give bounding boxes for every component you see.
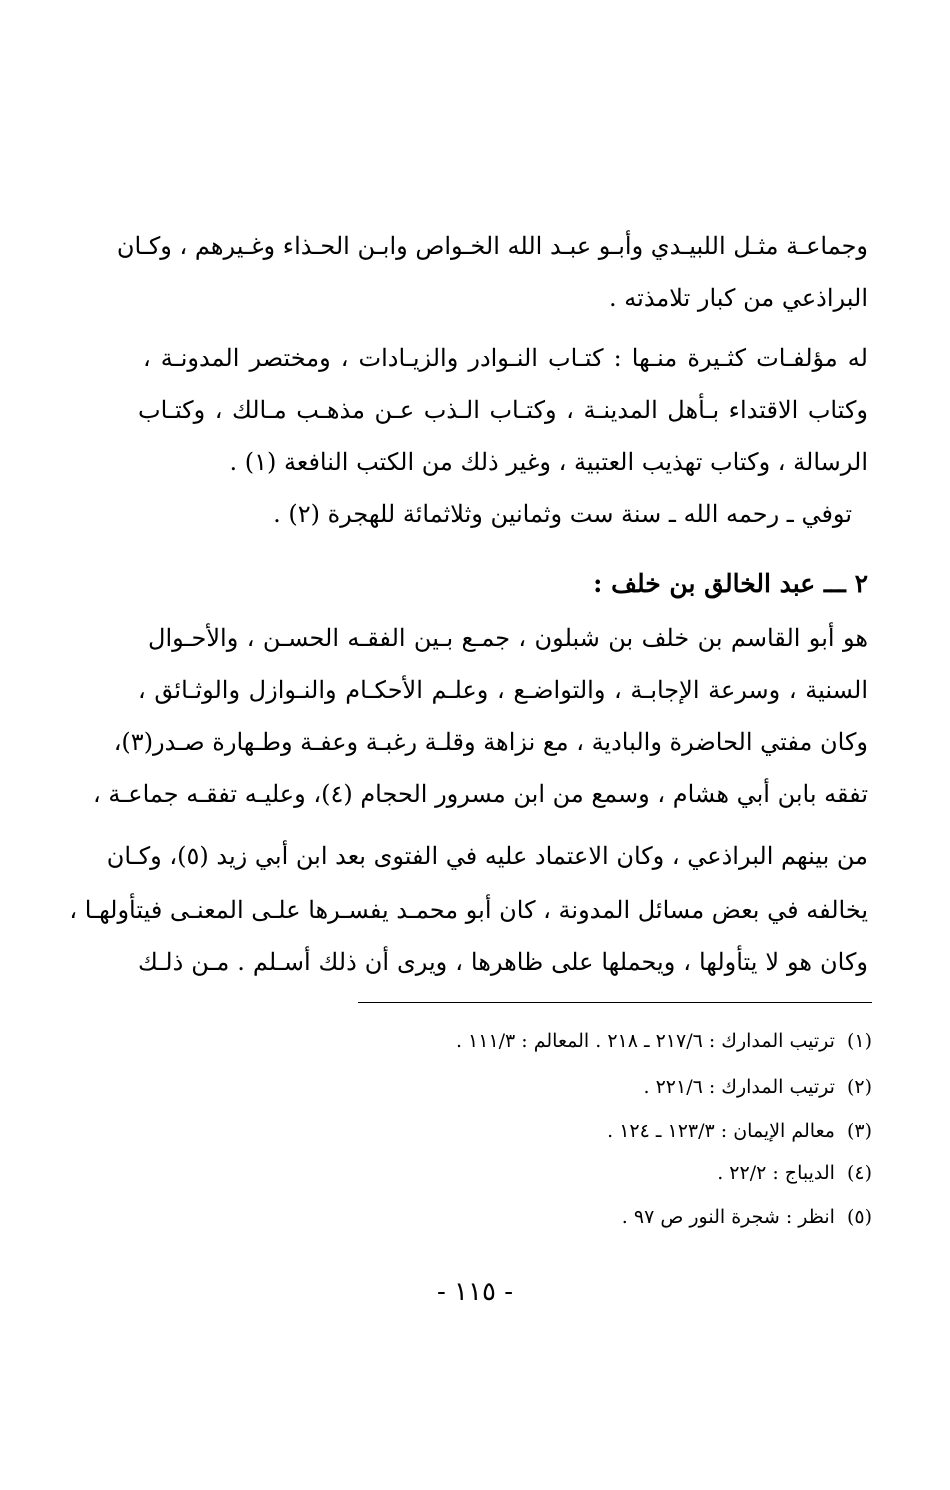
footnote-number: (٢) [846,1076,872,1098]
footnote-number: (٣) [846,1120,872,1142]
footnote-separator [358,1002,872,1003]
footnote [644,1072,873,1102]
body-line: هو أبو القاسم بن خلف بن شبلون ، جمـع بـين الفقـه الحسـن ، والأحـوال [148,624,868,652]
section-heading: ٢ ـــ عبد الخالق بن خلف : [593,569,868,598]
footnote-text: الديباج : ٢٢/٢ . [717,1162,835,1184]
footnote-text: انظر : شجرة النور ص ٩٧ . [621,1206,835,1228]
footnote-number: (٤) [846,1162,872,1184]
body-line: من بينهم البراذعي ، وكان الاعتماد عليه في الفتوى بعد ابن أبي زيد (٥)، وكـان [106,842,868,870]
body-line: يخالفه في بعض مسائل المدونة ، كان أبو محمـد يفسـرها علـى المعنـى فيتأولهـا ، [69,896,868,924]
footnote-text: ترتيب المدارك : ٢٢١/٦ . [643,1076,835,1098]
footnote [456,1026,872,1056]
footnote [607,1116,872,1146]
body-line: وكان مفتي الحاضرة والبادية ، مع نزاهة وقلـة رغبـة وعفـة وطـهارة صـدر(٣)، [113,728,868,756]
body-line: وكتاب الاقتداء بـأهل المدينـة ، وكتـاب الـذب عـن مذهـب مـالك ، وكتـاب [138,396,869,424]
body-line: وجماعـة مثـل اللبيـدي وأبـو عبـد الله الخـواص وابـن الحـذاء وغـيرهم ، وكـان [116,232,868,260]
footnote-number: (١) [846,1030,872,1052]
footnote [717,1158,872,1188]
body-line: تفقه بابن أبي هشام ، وسمع من ابن مسرور الحجام (٤)، وعليـه تفقـه جماعـة ، [92,780,868,808]
body-line: له مؤلفـات كثـيرة منـها : كتـاب النـوادر والزيـادات ، ومختصر المدونـة ، [143,344,868,372]
body-line: البراذعي من كبار تلامذته . [609,284,868,312]
body-line: السنية ، وسرعة الإجابـة ، والتواضـع ، وعلـم الأحكـام والنـوازل والوثـائق ، [138,676,868,704]
footnote-text: ترتيب المدارك : ٢١٧/٦ ـ ٢١٨ . المعالم : ١١١/٣ . [455,1030,835,1052]
body-line: وكان هو لا يتأولها ، ويحملها على ظاهرها ، ويرى أن ذلك أسـلم . مـن ذلـك [138,948,868,976]
page-number: - ١١٥ - [436,1277,514,1307]
footnote [622,1202,872,1232]
footnote-number: (٥) [846,1206,872,1228]
body-line: الرسالة ، وكتاب تهذيب العتبية ، وغير ذلك من الكتب النافعة (١) . [229,448,868,476]
body-line: توفي ـ رحمه الله ـ سنة ست وثمانين وثلاثمائة للهجرة (٢) . [273,500,852,528]
footnote-text: معالم الإيمان : ١٢٣/٣ ـ ١٢٤ . [607,1120,835,1142]
